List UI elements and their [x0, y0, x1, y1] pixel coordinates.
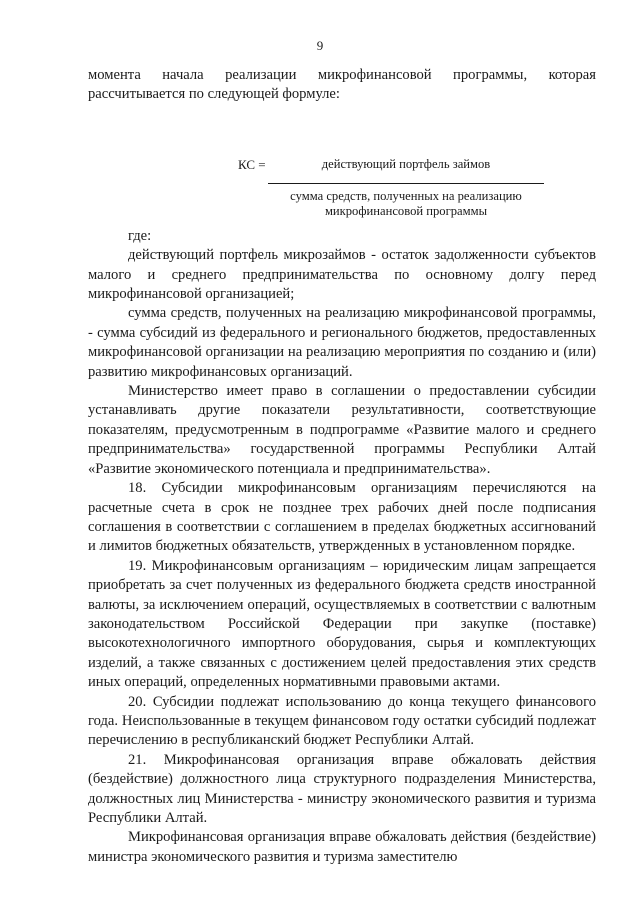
formula-denominator-line-1: сумма средств, полученных на реализацию	[290, 188, 522, 203]
intro-line-1: момента начала реализации микрофинансовой программы, которая	[88, 67, 596, 83]
formula-denominator-line-2: микрофинансовой программы	[324, 203, 488, 218]
paragraph-20: 20. Субсидии подлежат использованию до конца текущего финансового года. Неиспользованные в текущем финансовом году остатки субсидий подлежат перечислению в республиканский бюджет Республики Алтай.	[88, 693, 596, 749]
formula-block	[88, 105, 596, 225]
document-body	[88, 66, 596, 867]
paragraph-21: 21. Микрофинансовая организация вправе обжаловать действия (бездействие) должностного лица структурного подразделения Министерства, должностных лиц Министерства - министру экономического развития и туризма Республики Алтай.	[88, 751, 596, 826]
paragraph-19: 19. Микрофинансовым организациям – юридическим лицам запрещается приобретать за счет полученных из федерального бюджета средств иностранной валюты, за исключением операций, осуществляемых в соответствии с валютным законодательством Российской Федерации при закупке (поставке) высокотехнологичного импортного оборудования, сырья и комплектующих изделий, а также связанных с достижением целей предоставления этих средств иных операций, определенных нормативными правовыми актами.	[88, 557, 596, 691]
paragraph-portfolio-definition: действующий портфель микрозаймов - остаток задолженности субъектов малого и среднего предпринимательства по основному долгу перед микрофинансовой организацией;	[88, 247, 596, 303]
formula-numerator: действующий портфель займов	[321, 156, 491, 171]
page-number: 9	[316, 38, 324, 53]
paragraph-18: 18. Субсидии микрофинансовым организациям перечисляются на расчетные счета в срок не позднее трех рабочих дней после подписания соглашения в соответствии с соглашением в пределах бюджетных ассигнований и лимитов бюджетных обязательств, утвержденных в установленном порядке.	[88, 480, 596, 555]
where-label: где:	[128, 227, 152, 244]
formula-denominator	[268, 189, 544, 219]
paragraph-funds-definition: сумма средств, полученных на реализацию микрофинансовой программы, - сумма субсидий из федерального и регионального бюджетов, предоставленных микрофинансовой организации на реализацию мероприятия по созданию и (или) развитию микрофинансовых организаций.	[88, 305, 596, 380]
intro-paragraph	[88, 66, 596, 105]
fraction-bar	[268, 183, 544, 184]
paragraph-ministry-rights: Министерство имеет право в соглашении о предоставлении субсидии устанавливать другие показатели результативности, соответствующие показателям, предусмотренным в подпрограмме «Развитие малого и среднего предпринимательства» государственной программы Республики Алтай «Развитие экономического потенциала и предпринимательства».	[88, 383, 596, 477]
paragraph-appeal: Микрофинансовая организация вправе обжаловать действия (бездействие) министра экономического развития и туризма заместителю	[88, 829, 596, 865]
formula-lhs: КС =	[238, 156, 266, 172]
intro-line-2: рассчитывается по следующей формуле:	[88, 86, 340, 103]
